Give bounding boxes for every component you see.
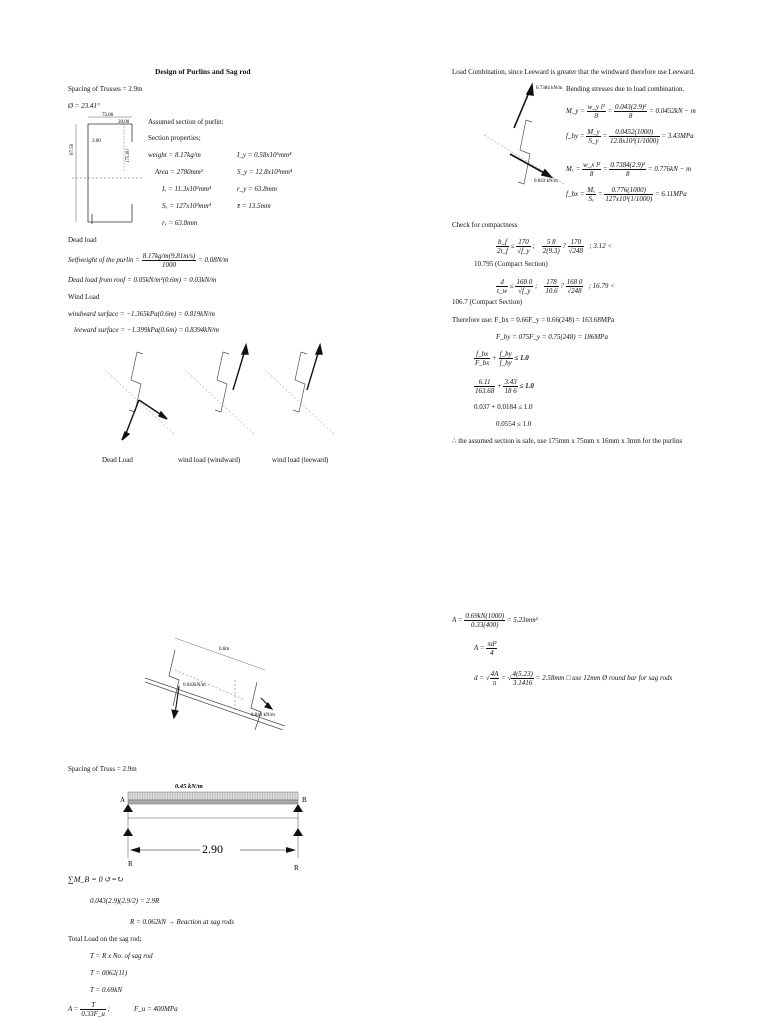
- flange-check-eq: $\frac{b\_f}{2t\_f}$ ≤ $\frac{170}{√f\_y}$ ; $\frac{5 8}{2(9.3)}$ ? $\frac{170}{√248}$ ; 3.12 <: [497, 238, 613, 255]
- caption-windward: wind load (windward): [178, 456, 241, 464]
- flange-check-result: 10.795 (Compact Section): [474, 260, 548, 268]
- wind-load-heading: Wind Load: [68, 293, 100, 301]
- mx-eq: Mₓ = $\frac{\text{w\_x l²}}{8}$ = $\frac{\text{0.7384(2.9)²}}{8}$ = 0.776kN − m: [566, 161, 692, 178]
- compactness-heading: Check for compactness: [452, 221, 518, 229]
- point-b-label: B: [302, 796, 307, 804]
- interaction-eq: $\frac{f\_bx}{F\_bx}$ + $\frac{f\_by}{f\_by}$ ≤ 1.0: [475, 350, 529, 367]
- reaction-left-label: R: [128, 860, 133, 868]
- caption-leeward: wind load (leeward): [272, 456, 329, 464]
- web-check-eq: $\frac{d}{t\_w}$ ≤ $\frac{168 0}{√f\_y}$ ; $\frac{178}{10.6}$ ? $\frac{168 0}{√248}$ ; 16.79 <: [497, 278, 615, 295]
- tension-result: T = 0.69kN: [90, 986, 123, 994]
- windward-eq: windward surface = −1.365kPa(0.6m) = 0.819kN/m: [68, 310, 215, 318]
- prop-iy: I_y = 0.58x10⁶mm⁴: [237, 151, 292, 159]
- tension-formula: T = R x No. of sag rod: [90, 952, 153, 960]
- udl-label: 0.45 kN/m: [175, 783, 203, 790]
- diagram-load2-label: 0.843 kN/m: [251, 713, 275, 718]
- prop-sx: Sₓ = 127x10³mm⁴: [162, 202, 211, 210]
- load-combination-note: Load Combination, since Leeward is greater that the windward therefore use Leeward.: [452, 68, 695, 76]
- moment-sum: ∑M_B = 0 ↺=↻: [68, 875, 124, 884]
- dim-top-label: 75.00: [102, 113, 114, 118]
- conclusion: ∴ the assumed section is safe, use 175mm x 75mm x 16mm x 3mm for the purlins: [452, 437, 683, 445]
- point-a-label: A: [120, 796, 126, 804]
- load-diagrams: [95, 340, 355, 450]
- force-label-1: 0.7384 kN/m: [536, 86, 563, 91]
- combined-load-diagram: [480, 80, 570, 190]
- interaction-values: $\frac{6.11}{163.68}$ + $\frac{3.43}{18 6}$ ≤ 1.0: [475, 378, 534, 395]
- spacing-truss: Spacing of Truss = 2.9m: [68, 765, 137, 773]
- ultimate-strength: F_u = 400MPa: [134, 1005, 178, 1013]
- roof-angle: Ø = 23.41°: [68, 102, 100, 110]
- total-load-heading: Total Load on the sag rod;: [68, 935, 142, 943]
- diagram-span-label: 0.6m: [219, 647, 230, 652]
- diagram-load1-label: 0.043kN/m: [183, 683, 206, 688]
- assumed-section: Assumed section of purlin:: [148, 118, 224, 126]
- interaction-result: 0.0554 ≤ 1.0: [496, 420, 532, 428]
- dim-web-label: 67.50: [70, 143, 75, 155]
- dead-roof-eq: Dead load from roof = 0.05kN/m²(0.6m) = 0.03kN/m: [68, 276, 217, 284]
- fbx-eq: f_bx = $\frac{\text{Mₓ}}{\text{Sₓ}}$ = $\frac{0.776(1000)}{\text{127x10³(1/1000)}}$ = 6.11MPa: [566, 186, 687, 203]
- moment-eq: 0.043(2.9)(2.9/2) = 2.9R: [90, 897, 160, 905]
- sag-area-eq: A = $\frac{0.69kN(1000)}{0.33(400)}$ = 5.23mm²: [452, 612, 538, 629]
- my-eq: M_y = $\frac{\text{w\_y l²}}{8}$ = $\frac{\text{0.043(2.9)²}}{8}$ = 0.0452kN − m: [566, 103, 696, 120]
- purlin-section-sketch: [68, 112, 148, 230]
- dim-lip-label: 20.00: [118, 120, 130, 125]
- caption-dead-load: Dead Load: [102, 456, 133, 464]
- bending-note: Bending stresses due to load combination.: [566, 85, 685, 93]
- dim-thickness-label: 3.00: [92, 139, 101, 144]
- reaction-right-label: R: [294, 864, 299, 870]
- spacing-trusses: Spacing of Trusses = 2.9m: [68, 85, 143, 93]
- prop-ix: Iₓ = 11.3x10⁶mm⁴: [162, 185, 212, 193]
- prop-ry: r_y = 63.8mm: [237, 185, 277, 193]
- fby-allowable: F_by = 075F_y = 0.75(248) = 186MPa: [496, 333, 608, 341]
- reaction-eq: R = 0.062kN → Reaction at sag rods: [130, 918, 235, 926]
- tension-values: T = 0062(11): [90, 969, 128, 977]
- interaction-sum: 0.037 + 0.0184 ≤ 1.0: [474, 403, 533, 411]
- section-properties: Section properties;: [148, 134, 201, 142]
- prop-area: Area = 2780mm²: [155, 168, 203, 176]
- span-label: 2.90: [202, 842, 223, 856]
- selfweight-eq: Selfweight of the purlin = $\frac{8.17kg/m(9.81m/s)}{1000}$ = 0.08N/m: [68, 252, 229, 269]
- area-formula: A = $\frac{\text{πd²}}{4}$: [474, 640, 497, 657]
- dim-height-label: 175.00: [126, 149, 131, 163]
- fby-eq: f_by = $\frac{M\_y}{S\_y}$ = $\frac{0.0452(1000)}{\text{12.8x10³(1/1000)}}$ = 3.43MPa: [566, 128, 694, 145]
- force-label-2: 0.043 kN/m: [534, 179, 558, 184]
- web-check-result: 106.7 (Compact Section): [452, 298, 523, 306]
- sag-rod-diagram: [145, 630, 285, 730]
- prop-rx: rₓ = 63.8mm: [162, 219, 198, 227]
- prop-weight: weight = 8.17kg/m: [148, 151, 201, 159]
- fbx-allowable: Therefore use: F_bx = 0.66F_y = 0.66(248) = 163.68MPa: [452, 316, 615, 324]
- beam-diagram: [110, 778, 320, 870]
- prop-xbar: x̄ = 13.5mm: [237, 202, 271, 210]
- prop-sy: S_y = 12.8x10³mm⁴: [237, 168, 293, 176]
- page-title: Design of Purlins and Sag rod: [155, 67, 251, 76]
- leeward-eq: leeward surface = −1.399kPa(0.6m) = 0.8394kN/m: [74, 326, 219, 334]
- area-tension-eq: A = $\frac{T}{0.33F\_u}$ ;: [68, 1001, 110, 1018]
- diameter-eq: d = √ $\frac{4A}{\pi}$ = √ $\frac{4(5.23)}{3.1416}$ = 2.58mm □ use 12mm Ø round bar for sag rods: [474, 670, 673, 687]
- dead-load-heading: Dead load: [68, 236, 97, 244]
